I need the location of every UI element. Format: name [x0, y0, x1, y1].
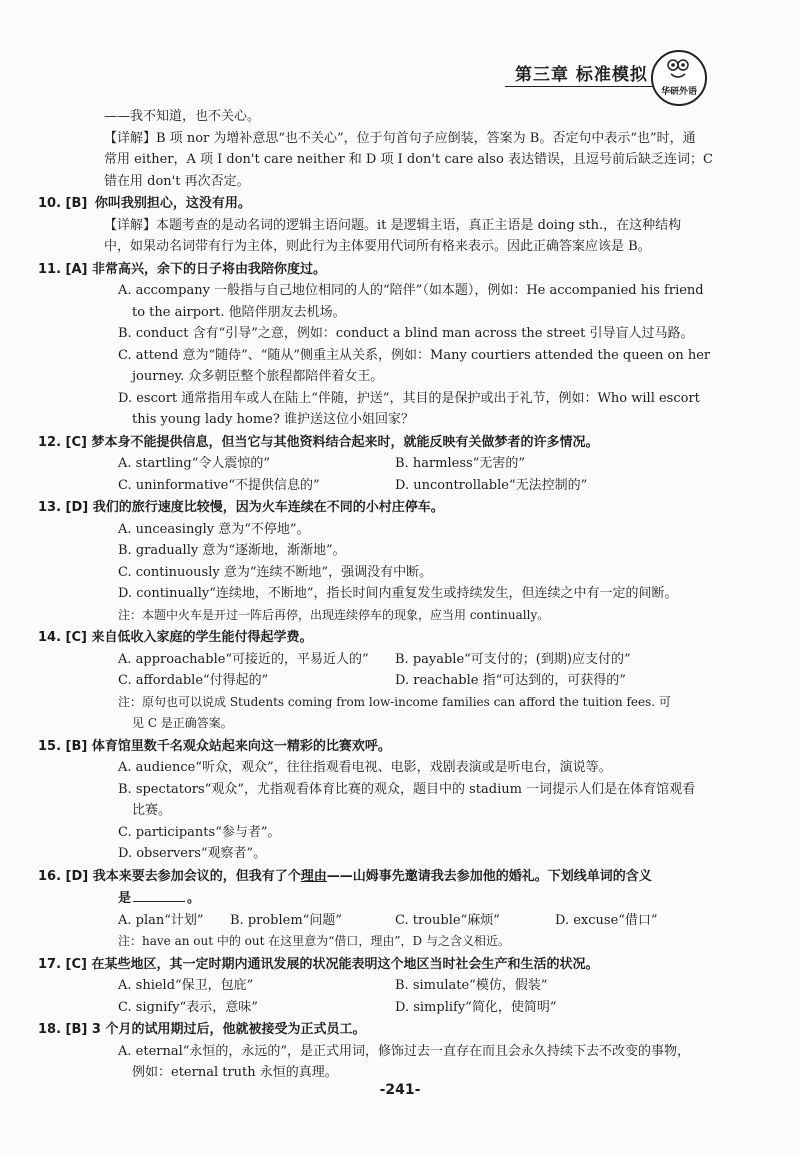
question-title: 来自低收入家庭的学生能付得起学费。	[91, 630, 313, 645]
options-row	[38, 649, 768, 671]
option-c-cont: journey. 众多朝臣整个旅程都陪伴着女王。	[132, 369, 384, 384]
question-title-part: ——山姆事先邀请我去参加他的婚礼。下划线单词的含义	[326, 868, 652, 884]
option-d-cont: this young lady home? 谁护送这位小姐回家？	[132, 412, 414, 427]
publisher-logo	[651, 50, 707, 106]
note: 注：本题中火车是开过一阵后再停，出现连续停车的现象，应当用 continually。	[118, 607, 550, 622]
note-cont: 见 C 是正确答案。	[132, 716, 233, 730]
options-row	[38, 975, 768, 997]
options-row	[38, 453, 768, 475]
text-line: 错在用 don't 再次否定。	[104, 173, 250, 189]
option-c: C. signify“表示，意味”	[118, 999, 258, 1015]
option-d: D. uncontrollable“无法控制的”	[395, 477, 588, 493]
option-d: D. continually“连续地，不断地”，指长时间内重复发生或持续发生，但连续之中有一定的间断。	[118, 586, 678, 601]
question-12-heading	[38, 432, 768, 454]
question-11-heading	[38, 259, 768, 281]
option-c: C. affordable“付得起的”	[118, 673, 269, 688]
note: 注：原句也可以说成 Students coming from low-income families can afford the tuition fees. 可	[118, 694, 671, 709]
option-b: B. harmless“无害的”	[395, 456, 525, 471]
underlined-word: 理由	[300, 868, 327, 884]
text-line: 【详解】本题考查的是动名词的逻辑主语问题。it 是逻辑主语，真正主语是 doing sth.，在这种结构	[104, 217, 682, 233]
question-number: 13. [D]	[38, 500, 89, 515]
question-title: 3 个月的试用期过后，他就被接受为正式员工。	[91, 1022, 366, 1037]
question-number: 18. [B]	[38, 1022, 88, 1037]
option-b: B. problem“问题”	[230, 912, 342, 928]
option-b: B. conduct 含有“引导”之意，例如：conduct a blind man across the street 引导盲人过马路。	[118, 326, 694, 341]
option-c: C. uninformative“不提供信息的”	[118, 477, 320, 493]
option-a: A. unceasingly 意为“不停地”。	[118, 521, 310, 537]
option-d: D. excuse“借口”	[555, 912, 658, 928]
options-row	[38, 910, 768, 932]
question-15-heading	[38, 736, 768, 758]
note: 注：have an out 中的 out 在这里意为“借口，理由”，D 与之含义相近。	[118, 934, 510, 948]
page-number: -241-	[379, 1082, 421, 1098]
question-title-part: 。	[187, 891, 201, 906]
options-row	[38, 997, 768, 1019]
option-d: D. observers“观察者”。	[118, 846, 267, 861]
options-row	[38, 670, 768, 692]
option-c: C. attend 意为“随侍”、“随从”侧重主从关系，例如：Many courtiers attended the queen on her	[118, 347, 711, 363]
question-13-heading	[38, 497, 768, 519]
question-16-heading-cont	[38, 888, 768, 910]
option-b: B. payable“可支付的；(到期)应支付的”	[395, 651, 631, 667]
logo-text: 华研外语	[660, 87, 697, 97]
mascot-icon	[665, 58, 691, 80]
question-number: 12. [C]	[38, 434, 87, 450]
option-c: C. participants“参与者”。	[118, 824, 281, 840]
option-b: B. gradually 意为“逐渐地，渐渐地”。	[118, 543, 346, 558]
option-c: C. trouble“麻烦”	[395, 912, 500, 928]
question-title: 梦本身不能提供信息，但当它与其他资料结合起来时，就能反映有关做梦者的许多情况。	[91, 434, 599, 450]
question-title: 体育馆里数千名观众站起来向这一精彩的比赛欢呼。	[91, 738, 391, 754]
option-d: D. escort 通常指用车或人在陆上“伴随，护送”，其目的是保护或出于礼节，例如：Who will escort	[118, 390, 700, 406]
question-10-heading	[38, 193, 768, 215]
option-d: D. simplify“简化，使简明”	[395, 999, 557, 1015]
text-line: 【详解】B 项 nor 为增补意思“也不关心”，位于句首句子应倒装，答案为 B。否定句中表示“也”时，通	[104, 130, 696, 146]
options-row	[38, 475, 768, 497]
question-number: 14. [C]	[38, 630, 87, 645]
question-18-heading	[38, 1019, 768, 1041]
question-number: 11. [A]	[38, 261, 88, 277]
option-c: C. continuously 意为“连续不断地”，强调没有中断。	[118, 564, 433, 580]
text-line: 中，如果动名词带有行为主体，则此行为主体要用代词所有格来表示。因此正确答案应该是 B。	[104, 239, 651, 254]
question-16-heading	[38, 866, 768, 888]
content	[38, 106, 768, 1084]
option-a: A. accompany 一般指与自己地位相同的人的“陪伴”（如本题），例如：He accompanied his friend	[118, 283, 704, 298]
option-b: B. simulate“模仿，假装”	[395, 978, 548, 993]
text-line: 常用 either，A 项 I don't care neither 和 D 项 I don't care also 表达错误，且逗号前后缺乏连词；C	[104, 152, 713, 167]
question-title: 非常高兴，余下的日子将由我陪你度过。	[92, 261, 327, 277]
question-14-heading	[38, 627, 768, 649]
option-a: A. audience“听众，观众”，往往指观看电视、电影，戏剧表演或是听电台，演说等。	[118, 760, 612, 775]
option-a: A. shield“保卫，包庇”	[118, 978, 254, 993]
question-title-part: 是	[118, 891, 132, 906]
option-b-cont: 比赛。	[132, 803, 172, 818]
question-title: 在某些地区，其一定时期内通讯发展的状况能表明这个地区当时社会生产和生活的状况。	[91, 956, 599, 972]
option-a: A. approachable“可接近的，平易近人的”	[118, 651, 369, 667]
option-a-cont: to the airport. 他陪伴朋友去机场。	[132, 304, 346, 320]
question-number: 16. [D]	[38, 868, 89, 884]
chapter-title: 第三章 标准模拟	[515, 65, 648, 85]
option-a: A. plan“计划”	[118, 912, 204, 928]
option-b: B. spectators“观众”，尤指观看体育比赛的观众，题目中的 stadium 一词提示人们是在体育馆观看	[118, 781, 696, 797]
question-title-part: 我本来要去参加会议的，但我有了个	[92, 868, 301, 884]
option-d: D. reachable 指“可达到的，可获得的”	[395, 673, 626, 688]
question-number: 15. [B]	[38, 738, 88, 754]
option-a: A. eternal“永恒的，永远的”，是正式用词，修饰过去一直存在而且会永久持续下去不改变的事物，	[118, 1043, 691, 1059]
text-line: ——我不知道，也不关心。	[104, 109, 261, 124]
question-17-heading	[38, 954, 768, 976]
question-title: 我们的旅行速度比较慢，因为火车连续在不同的小村庄停车。	[92, 500, 444, 515]
question-title: 你叫我别担心，这没有用。	[94, 196, 251, 211]
page-header	[505, 44, 755, 106]
question-number: 17. [C]	[38, 956, 87, 972]
option-a: A. startling“令人震惊的”	[118, 456, 271, 471]
question-number: 10. [B]	[38, 196, 88, 211]
answer-blank	[133, 889, 185, 902]
option-a-cont: 例如：eternal truth 永恒的真理。	[132, 1065, 338, 1080]
